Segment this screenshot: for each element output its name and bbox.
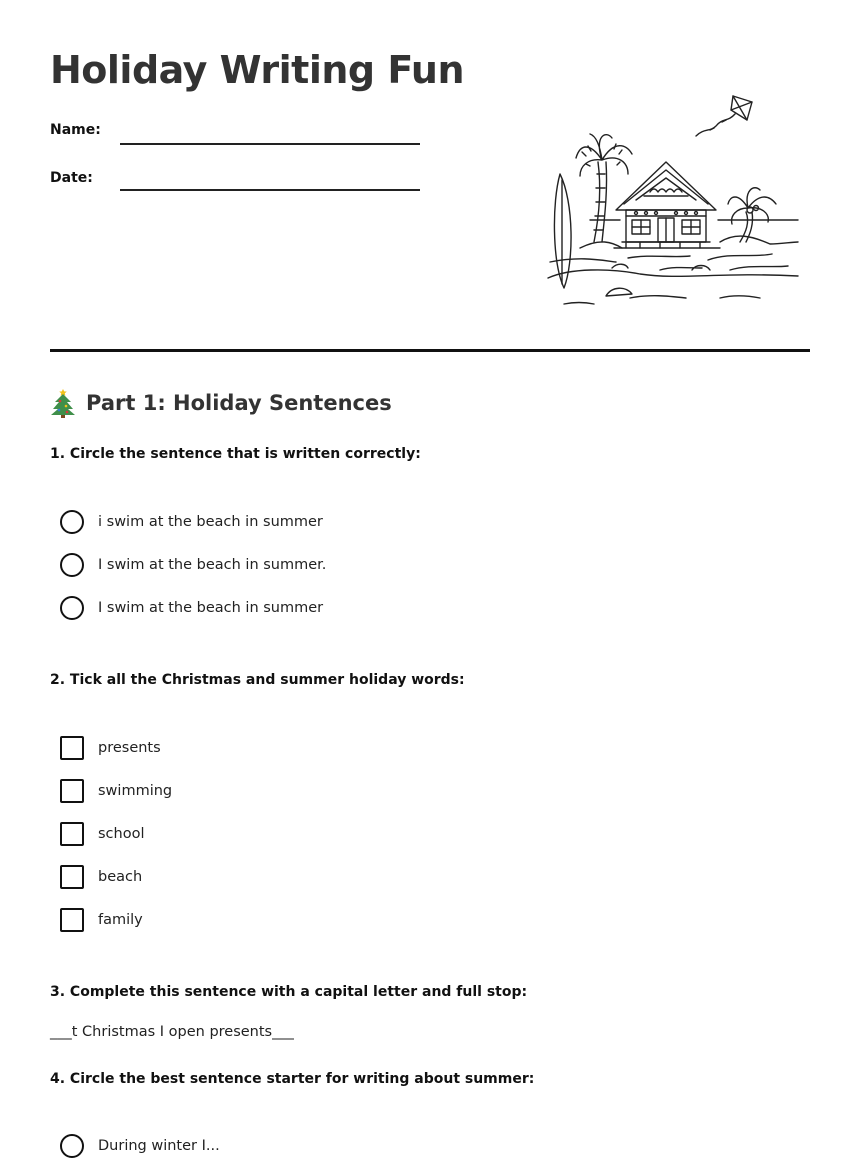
date-label: Date: xyxy=(50,170,93,186)
q2-option-label: beach xyxy=(98,869,143,885)
q2-option-swimming[interactable] xyxy=(60,778,172,804)
radio-circle[interactable] xyxy=(60,596,84,620)
checkbox[interactable] xyxy=(60,865,84,889)
section-title-text: Part 1: Holiday Sentences xyxy=(86,391,392,415)
name-field[interactable] xyxy=(120,143,420,145)
checkbox[interactable] xyxy=(60,822,84,846)
christmas-tree-icon xyxy=(50,388,76,418)
question-3-text: 3. Complete this sentence with a capital letter and full stop: xyxy=(50,984,528,1000)
q4-option-1[interactable] xyxy=(60,1133,220,1159)
checkbox[interactable] xyxy=(60,736,84,760)
q2-option-label: school xyxy=(98,826,145,842)
q1-option-1[interactable] xyxy=(60,509,323,535)
q2-option-beach[interactable] xyxy=(60,864,142,890)
q2-option-label: swimming xyxy=(98,783,173,799)
q1-option-1-label: i swim at the beach in summer xyxy=(98,514,323,530)
section-divider xyxy=(50,349,810,352)
radio-circle[interactable] xyxy=(60,510,84,534)
name-label: Name: xyxy=(50,122,101,138)
radio-circle[interactable] xyxy=(60,1134,84,1158)
date-field[interactable] xyxy=(120,189,420,191)
q2-option-presents[interactable] xyxy=(60,735,161,761)
q4-option-1-label: During winter I... xyxy=(98,1138,220,1154)
question-4-text: 4. Circle the best sentence starter for writing about summer: xyxy=(50,1071,535,1087)
section-heading-part1 xyxy=(50,388,392,418)
q3-fill-in-sentence[interactable]: ___t Christmas I open presents___ xyxy=(50,1024,294,1040)
q1-option-2-label: I swim at the beach in summer. xyxy=(98,557,327,573)
q2-option-label: presents xyxy=(98,740,161,756)
q2-option-school[interactable] xyxy=(60,821,145,847)
q1-option-3-label: I swim at the beach in summer xyxy=(98,600,324,616)
question-1-text: 1. Circle the sentence that is written correctly: xyxy=(50,446,421,462)
question-2-text: 2. Tick all the Christmas and summer holiday words: xyxy=(50,672,465,688)
checkbox[interactable] xyxy=(60,779,84,803)
checkbox[interactable] xyxy=(60,908,84,932)
q1-option-2[interactable] xyxy=(60,552,326,578)
radio-circle[interactable] xyxy=(60,553,84,577)
q1-option-3[interactable] xyxy=(60,595,323,621)
q2-option-family[interactable] xyxy=(60,907,143,933)
worksheet-title: Holiday Writing Fun xyxy=(50,48,464,92)
beach-hut-illustration xyxy=(540,92,802,312)
q2-option-label: family xyxy=(98,912,143,928)
